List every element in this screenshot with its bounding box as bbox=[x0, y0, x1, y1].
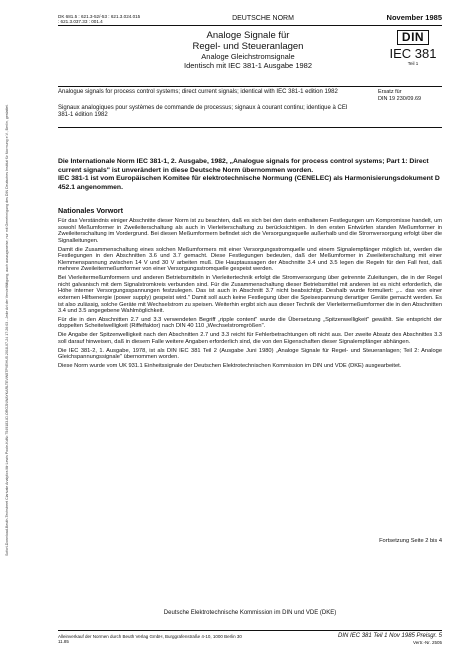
continuation-note: Fortsetzung Seite 2 bis 4 bbox=[379, 538, 442, 544]
english-title: Analogue signals for process control systems; direct current signals; identical with IEC 381-1 edition 1982 bbox=[58, 89, 338, 95]
document-page bbox=[58, 13, 442, 645]
replacement-note: Ersatz für DIN 19 230/09.69 bbox=[378, 89, 422, 102]
paragraph: Bei Vierleitermeßumformern und anderen Betriebsmitteln in Vierleitertechnik erfolgt die Stromversorgung über getrennte Zuleitungen, die in der Regel nicht galvanisch mit dem Signalstromkreis verbunden sind. Für die Zusammenschaltung dieser Betriebsmittel mit anderen ist es nicht erforderlich, die Höhe interner Versorgungsspannungen festzulegen. Das ist auch in Abschnitt 3.7 nicht beabsichtigt. Deshalb wurde formuliert: „... das von einer externen Hilfsenergie (power supply) gespeist wird." Damit soll auch keine Festlegung über die Speisespannung derartiger Geräte gemacht werden. Es ist also zulässig, solche Geräte mit Wechselstrom zu speisen. Weiterhin ergibt sich aus dieser Technik der Vierleitermeßumformer die in den Abschnitten 3.4 und 3.5 angegebene Wahlmöglichkeit. bbox=[58, 275, 442, 315]
french-title: Signaux analogiques pour systèmes de commande de processus; signaux à courant continu; identique à CEI 381-1 édition 1982 bbox=[58, 105, 348, 118]
dk-classification: DK 681.5 : 621.3-52/-53 : 621.3.024.015 : 621.3.037.33 : 001.4 bbox=[58, 14, 141, 24]
page-footer bbox=[58, 630, 442, 645]
paragraph: Damit die Zusammenschaltung eines solchen Meßumformers mit einer Versorgungsstromquelle und einem Signalempfänger möglich ist, werden die Festlegungen in den Abschnitten 3.6 und 3.7 gemacht. Diese Festlegungen bedeuten, daß der Meßumformer in Zweileiterschaltung mit einer Klemmenspannung zwischen 14 V und 30 V arbeiten muß. Die Hauptaussagen der Abschnitte 3.4 und 3.5 legen die Regeln für den Fall fest, daß mehrere Zweileitermeßumformer von einer Versorgungsstromquelle gespeist werden. bbox=[58, 246, 442, 273]
adoption-paragraph: Die Internationale Norm IEC 381-1, 2. Ausgabe, 1982, „Analogue signals for process control systems; Part 1: Direct current signals" ist unverändert in diese Deutsche Norm übernommen worden. bbox=[58, 158, 429, 174]
top-header-row bbox=[58, 14, 442, 26]
din-logo: DIN bbox=[397, 30, 429, 45]
section-title: Nationales Vorwort bbox=[58, 206, 123, 215]
part-label: Teil 1 bbox=[407, 61, 419, 66]
din-standard-box bbox=[384, 28, 442, 67]
paragraph: Die Angabe der Spitzenwelligkeit nach den Abschnitten 2.7 und 3.3 reicht für Fehlerbetrachtungen oft nicht aus. Der zweite Absatz des Abschnittes 3.3 soll darauf hinweisen, daß in diesem Falle weitere Angaben erforderlich sind, die von den Eigenschaften dieser Signalempfänger abhängen. bbox=[58, 332, 442, 345]
foreword-body bbox=[58, 218, 442, 370]
side-note-text: Sofort-Download-Beuth-Techstreet Clarivate Analytics Mr Lewis Poole-KdNr.7549183-ID.ORGZNWAYKARLTEVW8TPVEHU5.2018-07-24 17:26:03 - Jede Art der Vervielfältigung, auch auszugsweise, nur mit Genehmigung des DIN Deutsches Institut für Normung e.V., Berlin, gestattet. bbox=[5, 104, 9, 556]
cenelec-paragraph: IEC 381-1 ist vom Europäischen Komitee für elektrotechnische Normung (CENELEC) als Harmonisierungsdokument D 452.1 angenommen. bbox=[58, 175, 440, 191]
adoption-statement bbox=[58, 158, 442, 192]
footer-sales-note: Alleinverkauf der Normen durch Beuth Verlag GmbH, Burggrafenstraße 4-10, 1000 Berlin 30 11.85 bbox=[58, 634, 242, 644]
side-copyright-note bbox=[2, 40, 12, 620]
paragraph: Für die in den Abschnitten 2.7 und 3.3 verwendeten Begriff „ripple content" wurde die Übersetzung „Spitzenwelligkeit" gewählt. Sie entspricht der doppelten Scheitelwelligkeit (Riffelfaktor) nach DIN 40 110 „Wechselstromgrößen". bbox=[58, 316, 442, 330]
standard-number: IEC 381 bbox=[389, 46, 437, 61]
paragraph: Diese Norm wurde vom UK 931.1 Einheitssignale der Deutschen Elektrotechnischen Kommission im DIN und VDE (DKE) ausgearbeitet. bbox=[58, 363, 402, 369]
deutsche-norm-label: DEUTSCHE NORM bbox=[232, 15, 294, 22]
translated-titles bbox=[58, 87, 442, 128]
document-title: Analoge Signale für Regel- und Steueranlagen Analoge Gleichstromsignale Identisch mit IEC 381-1 Ausgabe 1982 bbox=[184, 30, 312, 70]
title-block bbox=[58, 26, 442, 87]
issue-date: November 1985 bbox=[386, 13, 442, 22]
footer-reference: DIN IEC 381 Teil 1 Nov 1985 Preisgr. 5 Vertr.-Nr. 2505 bbox=[338, 633, 442, 645]
paragraph: Für das Verständnis einiger Abschnitte dieser Norm ist zu beachten, daß es sich bei den darin enthaltenen Festlegungen um Kompromisse handelt, um sowohl Meßumformer in Zweileiterschaltung als auch in Vierleiterschaltung zu berücksichtigen. In den ersten Entwürfen standen Meßumformer in Zweileiterschaltung im Vordergrund. Bei diesen Meßumformern befindet sich die Versorgungsquelle außerhalb und die Stromversorgung erfolgt über die Signalleitungen. bbox=[58, 218, 442, 244]
committee-line: Deutsche Elektrotechnische Kommission im DIN und VDE (DKE) bbox=[163, 610, 337, 616]
paragraph: Die IEC 381-2, 1. Ausgabe, 1978, ist als DIN IEC 381 Teil 2 (Ausgabe Juni 1980) „Analoge Signale für Regel- und Steueranlagen; Teil 2: Analoge Gleichspannungssignale" übernommen worden. bbox=[58, 347, 442, 361]
